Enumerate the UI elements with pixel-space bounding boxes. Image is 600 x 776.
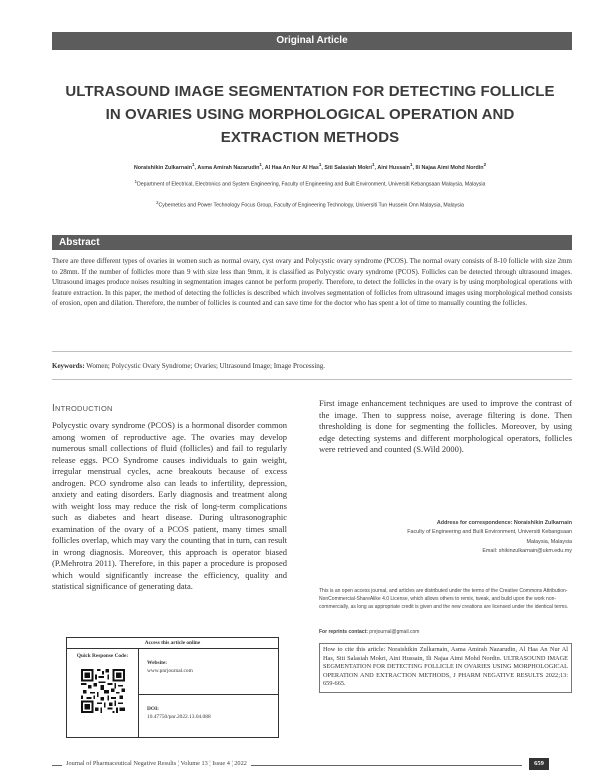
doi-label: DOI: — [147, 705, 159, 712]
introduction-text-right: First image enhancement techniques are used to improve the contrast of the image. Then to suppress noise, average filtering is done. Then thresholding is done for segmenting the follicles. Moreover, by using edge detecting systems and different morphological operators, follicles were retrieved and counted (S.Wild 2000). — [319, 398, 572, 454]
author: Siti Salasiah Mokri$^1$, — [324, 162, 378, 171]
section-heading-introduction: INTRODUCTION — [52, 403, 113, 414]
qr-cell — [67, 649, 139, 738]
affiliation-1: $^1$Department of Electrical, Electronics and System Engineering, Faculty of Engineering and Built Environment, Universiti Kebangsaan Malaysia, Malaysia — [134, 179, 486, 188]
qr-label: Quick Response Code: — [76, 653, 129, 659]
divider — [52, 351, 572, 352]
access-box-heading: Access this article online — [67, 638, 278, 649]
keywords: Keywords: Women; Polycystic Ovary Syndrome; Ovaries; Ultrasound Image; Image Processing. — [52, 362, 326, 370]
reprints-email[interactable]: pnrjournal@gmail.com — [369, 629, 420, 635]
citation-box: How to cite this article: Noraishikin Zulkarnain, Asma Amirah Nazarudin, Al Haa An Nur Al Has, Siti Salasiah Mokri, Aini Hussain, Ili Najaa Aimi Mohd Nordin. ULTRASOUND IMAGE SEGMENTATION FOR DETECTING FOLLICLE IN OVARIES USING MORPHOLOGICAL OPERATION AND EXTRACTION METHODS, J PHARM NEGATIVE RESULTS 2022;13: 659-665. — [319, 643, 572, 693]
author: Ili Najaa Aimi Mohd Nordin$^2$ — [415, 162, 487, 171]
article-type-banner: Original Article — [52, 32, 572, 50]
correspondence-address-1: Faculty of Engineering and Built Environment, Universiti Kebangsaan — [407, 529, 572, 536]
author-list — [40, 162, 580, 171]
abstract-heading: Abstract — [52, 235, 572, 250]
author: Noraishikin Zulkarnain$^1$, — [133, 162, 198, 171]
page-number: 659 — [529, 758, 549, 770]
author: Al Haa An Nur Al Has$^1$, — [264, 162, 325, 171]
divider — [52, 379, 572, 380]
doi-row — [139, 694, 279, 739]
license-notice: This is an open access journal, and articles are distributed under the terms of the Creative Commons Attribution-NonCommercial-ShareAlike 4.0 License, which allows others to remix, tweak, and build upon the work non-commercially, as long as appropriate credit is given and the new creations are licensed under the identical terms. — [319, 588, 569, 610]
website-link[interactable]: www.pnrjournal.com — [147, 668, 193, 674]
author: Aini Hussain$^1$, — [377, 162, 416, 171]
correspondence-email[interactable]: Email: shikinzulkarnain@ukm.edu.my — [482, 548, 572, 555]
correspondence-address-2: Malaysia, Malaysia — [526, 538, 572, 545]
website-label: Website: — [147, 660, 168, 666]
qr-code-icon[interactable] — [81, 669, 125, 713]
affiliation-2: $^2$Cybernetics and Power Technology Focus Group, Faculty of Engineering Technology, Universiti Tun Hussein Onn Malaysia, Malaysia — [156, 200, 464, 209]
introduction-text-left: Polycystic ovary syndrome (PCOS) is a hormonal disorder common among women of reproductive age. The ovaries may develop numerous small collections of fluid (follicles) and fail to regularly release eggs. PCO Syndrome causes individuals to gain weight, irregular menstrual cycles, acne breakouts because of excess androgen. PCO syndrome also can leads to infertility, depression, anxiety and eating disorders. Early diagnosis and treatment along with weight loss may reduce the risk of long-term complications such as diabetes and heart disease. During ultrasonographic examination of the ovary of a PCOS patient, many times small follicles overlap, which may vary the counting that in turn, can result in wrong diagnosis. Moreover, this approach is operator biased (P.Mehrotra 2011). Therefore, in this paper a procedure is proposed which would significantly increase the efficiency, quality and statistical significance of generating data. — [52, 420, 287, 591]
correspondence-title: Address for correspondence: Noraishikin Zulkarnain — [436, 520, 572, 526]
paper-title: ULTRASOUND IMAGE SEGMENTATION FOR DETECTING FOLLICLE IN OVARIES USING MORPHOLOGICAL OPERATION AND EXTRACTION METHODS — [65, 83, 555, 146]
correspondence-block — [319, 519, 572, 557]
doi-link[interactable]: 10.47750/pnr.2022.13.04.088 — [147, 713, 211, 720]
info-cell — [139, 649, 279, 738]
footer-journal-info: Journal of Pharmaceutical Negative Results ¦ Volume 13 ¦ Issue 4 ¦ 2022 — [62, 760, 251, 767]
author: Asma Amirah Nazarudin$^1$, — [197, 162, 265, 171]
website-row — [139, 649, 279, 694]
abstract-text: There are three different types of ovaries in women such as normal ovary, cyst ovary and Polycystic ovary syndrome (PCOS). The normal ovary consists of 8-10 follicle with size 2mm to 28mm. If the number of follicles more than 9 with size less than 9mm, it is classified as Polycystic ovary syndrome (PCOS). Follicles can be detected through ultrasound images. Ultrasound images produce noises resulting in segmentation images cannot be perform properly. Therefore, to detect the follicles in the ovary is by using morphological operations with feature extraction. In this paper, the method of detecting the follicles is described which involves segmentation of follicles from ultrasound images using morphological method consists of erosion, open and dilation. Therefore, the number of follicles is counted and can save time for the doctor who has spent a lot of time to manually counting the follicles. — [52, 257, 572, 308]
access-online-box — [66, 637, 279, 738]
reprints-contact: For reprints contact: pnrjournal@gmail.com — [319, 629, 420, 635]
